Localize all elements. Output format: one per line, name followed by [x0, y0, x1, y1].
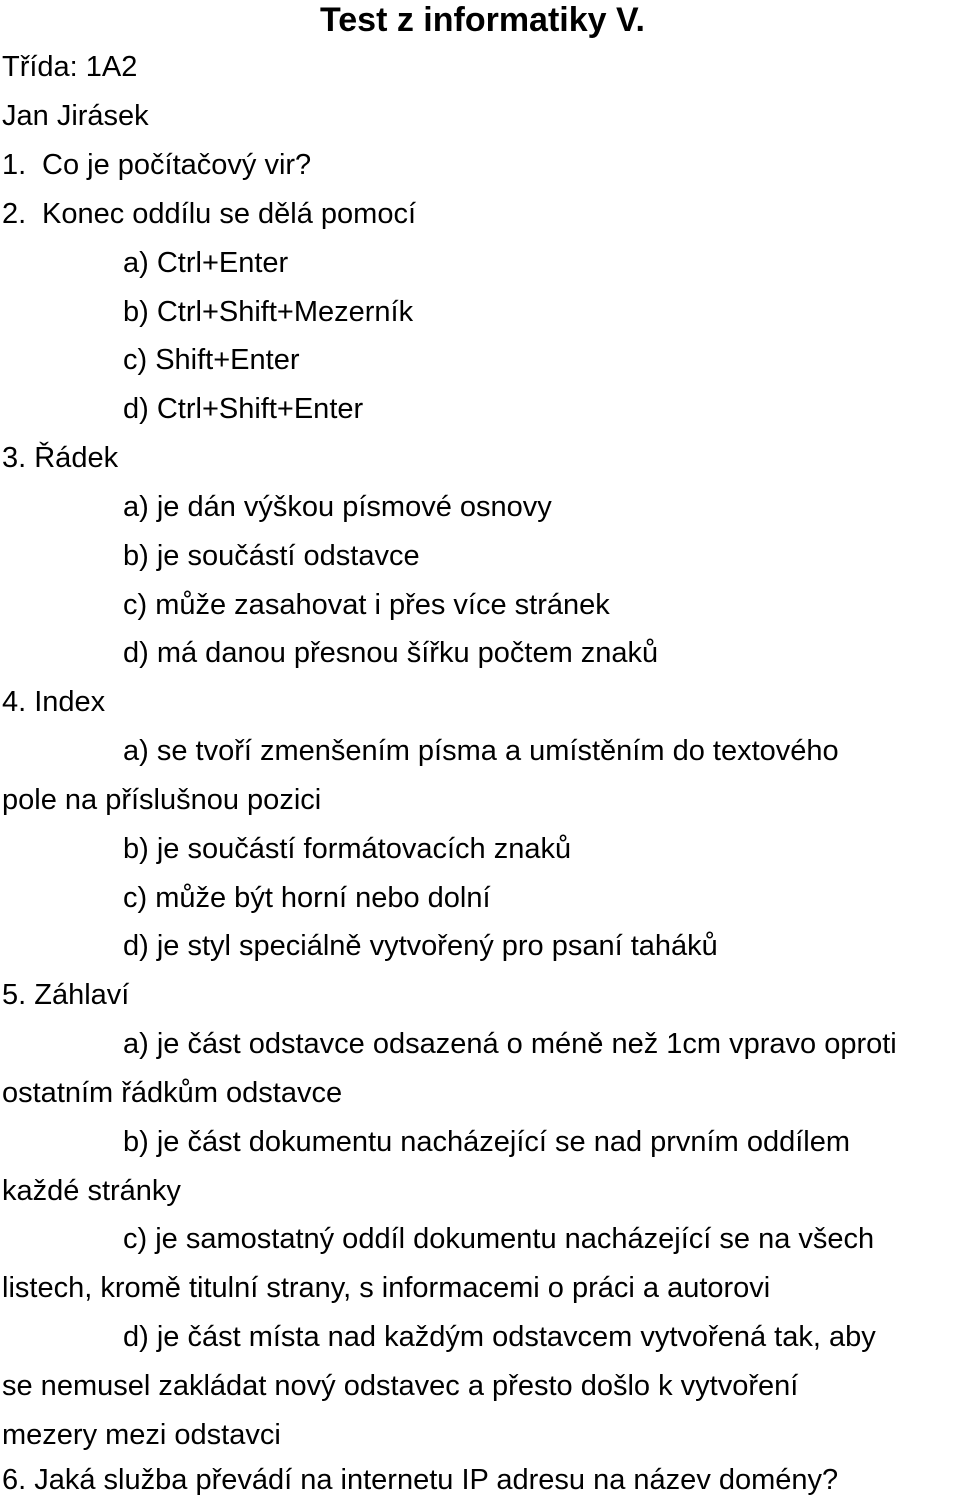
question-4-option-b: b) je součástí formátovacích znaků: [123, 833, 572, 865]
question-5-option-c-line2: listech, kromě titulní strany, s informacemi o práci a autorovi: [2, 1272, 771, 1304]
question-4-option-a-line1: a) se tvoří zmenšením písma a umístěním do textového: [123, 735, 839, 767]
student-name: Jan Jirásek: [2, 100, 149, 132]
question-2-number: 2.: [2, 198, 27, 230]
question-5-option-d-line3: mezery mezi odstavci: [2, 1419, 281, 1451]
question-2-text: Konec oddílu se dělá pomocí: [42, 198, 417, 230]
question-5-option-d-line1: d) je část místa nad každým odstavcem vytvořená tak, aby: [123, 1321, 876, 1353]
question-4-option-c: c) může být horní nebo dolní: [123, 882, 491, 914]
question-1-number: 1.: [2, 149, 27, 181]
question-4-label: 4. Index: [2, 686, 106, 718]
question-3-option-c: c) může zasahovat i přes více stránek: [123, 589, 610, 621]
question-2-option-c: c) Shift+Enter: [123, 344, 300, 376]
question-5-option-a-line1: a) je část odstavce odsazená o méně než 1cm vpravo oproti: [123, 1028, 897, 1060]
question-2-option-d: d) Ctrl+Shift+Enter: [123, 393, 364, 425]
class-line: Třída: 1A2: [2, 51, 138, 83]
question-5-option-b-line2: každé stránky: [2, 1175, 181, 1207]
question-3-option-b: b) je součástí odstavce: [123, 540, 420, 572]
question-3-option-a: a) je dán výškou písmové osnovy: [123, 491, 552, 523]
document-title: Test z informatiky V.: [320, 1, 645, 39]
question-5-option-d-line2: se nemusel zakládat nový odstavec a přesto došlo k vytvoření: [2, 1370, 799, 1402]
question-4-option-a-line2: pole na příslušnou pozici: [2, 784, 322, 816]
question-1-text: Co je počítačový vir?: [42, 149, 312, 181]
question-2-option-a: a) Ctrl+Enter: [123, 247, 289, 279]
question-5-option-a-line2: ostatním řádkům odstavce: [2, 1077, 343, 1109]
question-5-label: 5. Záhlaví: [2, 979, 130, 1011]
question-5-option-c-line1: c) je samostatný oddíl dokumentu nacházející se na všech: [123, 1223, 875, 1255]
question-3-option-d: d) má danou přesnou šířku počtem znaků: [123, 637, 659, 669]
question-6-label: 6. Jaká služba převádí na internetu IP adresu na název domény?: [2, 1464, 839, 1496]
question-2-option-b: b) Ctrl+Shift+Mezerník: [123, 296, 414, 328]
question-3-label: 3. Řádek: [2, 442, 119, 474]
question-5-option-b-line1: b) je část dokumentu nacházející se nad prvním oddílem: [123, 1126, 850, 1158]
question-4-option-d: d) je styl speciálně vytvořený pro psaní taháků: [123, 930, 718, 962]
